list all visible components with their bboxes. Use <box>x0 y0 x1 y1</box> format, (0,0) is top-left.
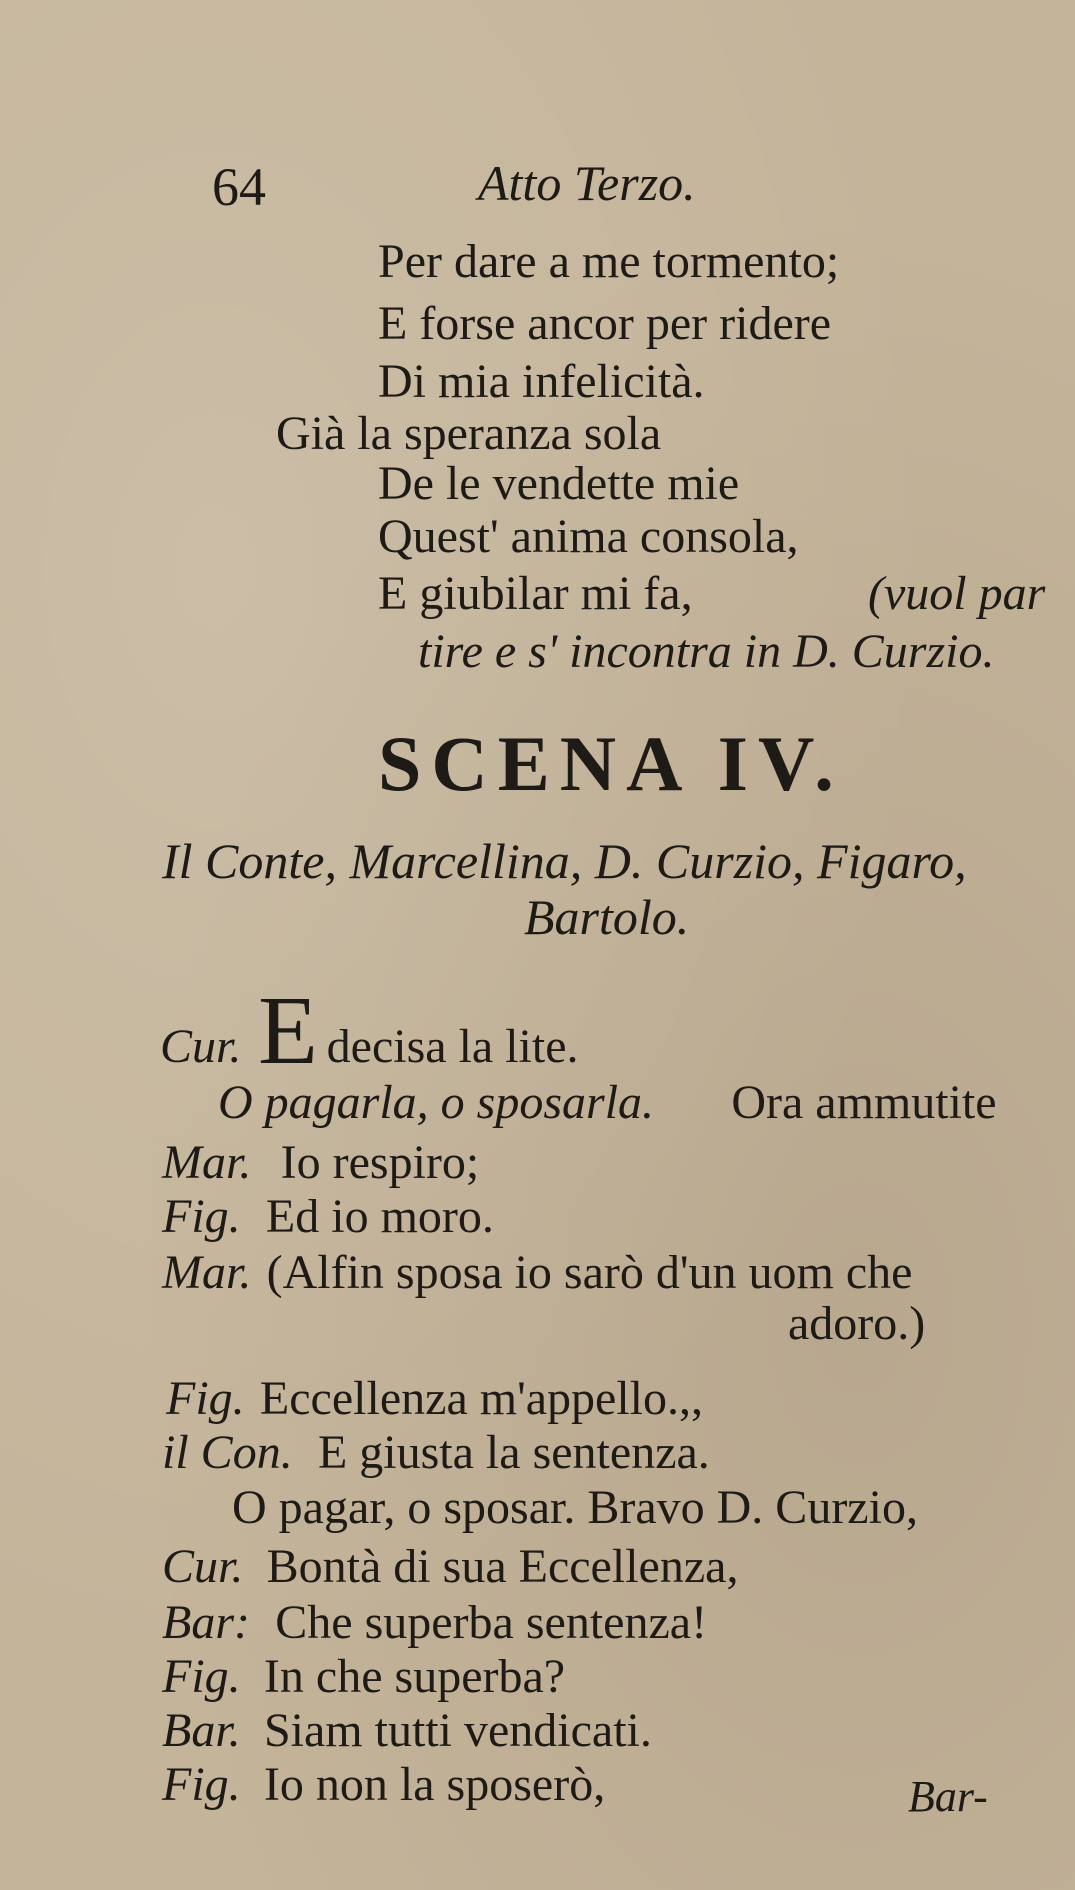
verse-line-4: Già la speranza sola <box>276 407 662 460</box>
dialogue-text: Io non la sposerò, <box>263 1758 606 1811</box>
speaker-label: Fig. <box>162 1758 241 1811</box>
dialogue-text: Che superba sentenza! <box>275 1596 708 1649</box>
dialogue-text: Eccellenza m'appello.,, <box>259 1372 704 1425</box>
verse-line-1: Per dare a me tormento; <box>378 235 840 288</box>
speaker-label: il Con. <box>162 1426 293 1479</box>
dialogue-line-2 <box>218 1078 997 1127</box>
dialogue-text: Siam tutti vendicati. <box>263 1704 652 1757</box>
speaker-label: Cur. <box>162 1540 244 1593</box>
dialogue-text: Bontà di sua Eccellenza, <box>266 1540 739 1593</box>
dialogue-line-5 <box>162 1248 912 1297</box>
verse-line-3: Di mia infelicità. <box>378 355 705 408</box>
dialogue-text: Ed io moro. <box>265 1190 494 1243</box>
dialogue-text: E giusta la sentenza. <box>317 1426 710 1479</box>
speaker-label: Cur. <box>160 1020 242 1073</box>
speaker-label: Bar. <box>162 1704 241 1757</box>
dialogue-line-4 <box>162 1192 494 1241</box>
dialogue-line-7 <box>162 1428 710 1477</box>
running-title: Atto Terzo. <box>478 155 696 211</box>
verse-line-6: Quest' anima consola, <box>378 510 799 563</box>
dialogue-italic-text: O pagarla, o sposarla. <box>218 1076 655 1129</box>
character-list-line-1: Il Conte, Marcellina, D. Curzio, Figaro, <box>162 833 967 889</box>
dialogue-line-1 <box>160 1022 579 1071</box>
verse-line-5: De le vendette mie <box>378 457 740 510</box>
verse-line-7: E giubilar mi fa, <box>378 567 693 620</box>
dialogue-line-6 <box>166 1374 703 1423</box>
dialogue-text: decisa la lite. <box>326 1020 579 1073</box>
stage-direction-start: (vuol par <box>868 567 1046 620</box>
character-list-line-2: Bartolo. <box>524 889 690 945</box>
speaker-label: Fig. <box>162 1650 241 1703</box>
speaker-label: Fig. <box>162 1190 241 1243</box>
verse-line-2: E forse ancor per ridere <box>378 297 832 350</box>
catchword: Bar- <box>908 1772 988 1821</box>
dialogue-line-11 <box>162 1652 565 1701</box>
dialogue-line-10 <box>162 1598 707 1647</box>
dialogue-text: Io respiro; <box>280 1136 480 1189</box>
dialogue-line-3 <box>162 1138 479 1187</box>
dialogue-line-5-continuation: adoro.) <box>788 1297 926 1350</box>
speaker-label: Fig. <box>166 1372 245 1425</box>
dialogue-line-13 <box>162 1760 605 1809</box>
stage-direction-end: tire e s' incontra in D. Curzio. <box>418 625 995 678</box>
dialogue-text: In che superba? <box>263 1650 566 1703</box>
drop-cap: E <box>258 977 318 1085</box>
speaker-label: Mar. <box>162 1136 252 1189</box>
dialogue-line-12 <box>162 1706 652 1755</box>
dialogue-text: Ora ammutite <box>731 1076 997 1129</box>
scene-heading: SCENA IV. <box>378 720 844 807</box>
dialogue-text: (Alfin sposa io sarò d'un uom che <box>266 1246 913 1299</box>
dialogue-line-8: O pagar, o sposar. Bravo D. Curzio, <box>232 1481 918 1534</box>
page-number: 64 <box>212 157 266 217</box>
dialogue-line-9 <box>162 1542 738 1591</box>
speaker-label: Mar. <box>162 1246 252 1299</box>
speaker-label: Bar: <box>162 1596 250 1649</box>
